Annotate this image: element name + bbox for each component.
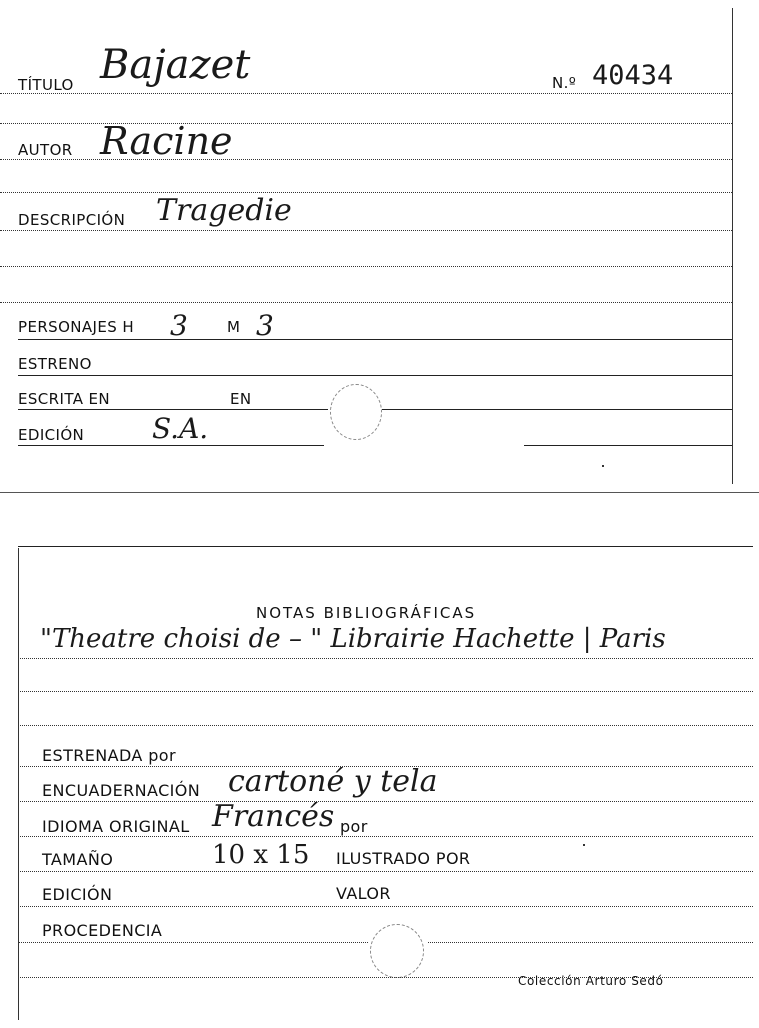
card-top-edge xyxy=(18,546,753,547)
edicion-value: S.A. xyxy=(152,412,209,445)
coleccion-credit: Colección Arturo Sedó xyxy=(518,974,664,988)
edicion-label: EDICIÓN xyxy=(18,426,85,444)
valor-label: VALOR xyxy=(336,884,391,903)
blank-line xyxy=(0,192,732,193)
idioma-label: IDIOMA ORIGINAL xyxy=(42,817,190,836)
card-divider xyxy=(0,492,759,493)
autor-label: AUTOR xyxy=(18,141,73,159)
punch-hole xyxy=(330,384,382,440)
autor-value: Racine xyxy=(100,119,233,163)
estreno-line xyxy=(18,375,732,376)
catalog-card-bottom xyxy=(0,540,759,1028)
personajes-h-value: 3 xyxy=(170,309,188,342)
idioma-line xyxy=(18,836,753,837)
tamano-value: 10 x 15 xyxy=(212,840,310,870)
ilustrado-label: ILUSTRADO POR xyxy=(336,849,471,868)
personajes-line xyxy=(18,339,732,340)
tamano-line xyxy=(18,871,753,872)
blank-line xyxy=(18,691,753,692)
edicion-line xyxy=(18,445,324,446)
titulo-line xyxy=(0,93,732,94)
descripcion-label: DESCRIPCIÓN xyxy=(18,211,126,229)
edicion2-label: EDICIÓN xyxy=(42,885,113,904)
speck xyxy=(602,465,604,467)
descripcion-value: Tragedie xyxy=(156,193,292,228)
blank-line xyxy=(0,266,732,267)
tamano-label: TAMAÑO xyxy=(42,850,114,869)
notas-heading: NOTAS BIBLIOGRÁFICAS xyxy=(256,604,477,622)
blank-line xyxy=(18,725,753,726)
notas-value: "Theatre choisi de – " Librairie Hachette | Paris xyxy=(40,624,666,654)
procedencia-line xyxy=(18,942,368,943)
escrita-label: ESCRITA EN xyxy=(18,390,111,408)
personajes-label: PERSONAJES H xyxy=(18,318,135,336)
estreno-label: ESTRENO xyxy=(18,355,92,373)
personajes-m-label: M xyxy=(227,318,241,336)
descripcion-line xyxy=(0,230,732,231)
notas-line xyxy=(18,658,753,659)
edicion-line-right xyxy=(524,445,732,446)
blank-line xyxy=(0,302,732,303)
titulo-label: TÍTULO xyxy=(18,76,74,94)
encuadernacion-label: ENCUADERNACIÓN xyxy=(42,781,201,800)
numero-label: N.º xyxy=(552,74,577,92)
speck xyxy=(583,844,585,846)
escrita-line-right xyxy=(382,409,732,410)
edicion2-line xyxy=(18,906,753,907)
autor-line xyxy=(0,159,732,160)
card-edge xyxy=(732,8,733,484)
procedencia-label: PROCEDENCIA xyxy=(42,921,163,940)
por-label: por xyxy=(340,817,368,836)
en-label: EN xyxy=(230,390,252,408)
punch-hole xyxy=(370,924,424,978)
escrita-line xyxy=(18,409,328,410)
estrenada-label: ESTRENADA por xyxy=(42,746,176,765)
numero-value: 40434 xyxy=(592,60,674,91)
encuadernacion-line xyxy=(18,801,753,802)
catalog-card-top xyxy=(0,0,759,492)
personajes-m-value: 3 xyxy=(256,309,274,342)
titulo-value: Bajazet xyxy=(100,42,251,88)
procedencia-line-right xyxy=(428,942,753,943)
idioma-value: Francés xyxy=(212,799,335,834)
encuadernacion-value: cartoné y tela xyxy=(228,764,438,799)
card-edge xyxy=(18,548,19,1020)
